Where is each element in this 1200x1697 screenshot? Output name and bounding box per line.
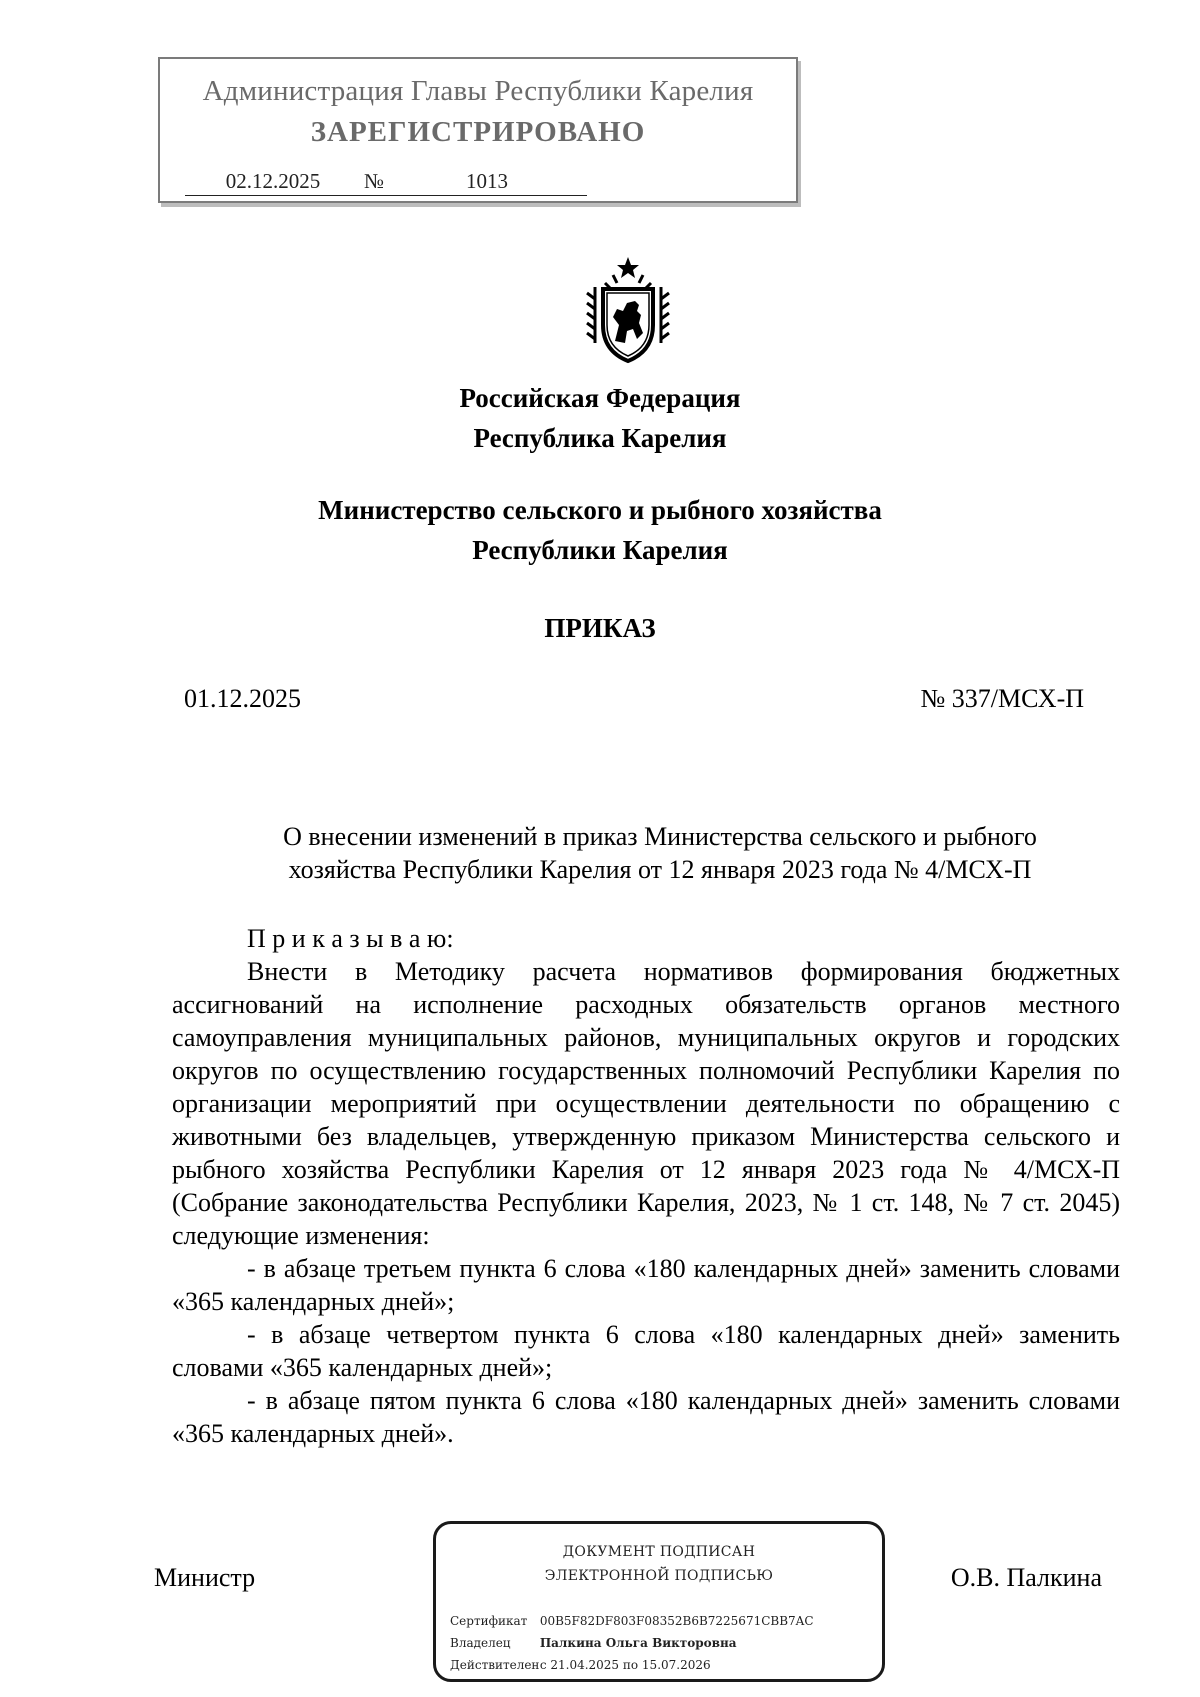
esig-title-line2: ЭЛЕКТРОННОЙ ПОДПИСЬЮ: [544, 1568, 774, 1584]
order-word: П р и к а з ы в а ю:: [247, 924, 454, 953]
document-type: ПРИКАЗ: [544, 613, 656, 643]
stamp-organization: Администрация Главы Республики Карелия: [202, 75, 754, 107]
header-ministry-line1: Министерство сельского и рыбного хозяйства: [318, 495, 882, 525]
esig-certificate-row: [450, 1614, 814, 1628]
stamp-number-label: №: [361, 169, 387, 196]
coat-of-arms-icon: [583, 255, 673, 365]
esig-certificate-label: Сертификат: [450, 1614, 528, 1628]
esig-valid-value: с 21.04.2025 по 15.07.2026: [539, 1658, 711, 1672]
change-item-2: - в абзаце четвертом пункта 6 слова «180 календарных дней» заменить словами «365 календарных дней»;: [172, 1320, 1120, 1382]
stamp-date: 02.12.2025: [185, 169, 361, 196]
main-paragraph: Внести в Методику расчета нормативов формирования бюджетных ассигнований на исполнение расходных обязательств органов местного самоуправления муниципальных районов, муниципальных округов и городских округов по осуществлению государственных полномочий Республики Карелия по организации мероприятий при осуществлении деятельности по обращению с животными без владельцев, утвержденную приказом Министерства сельского и рыбного хозяйства Республики Карелия от 12 января 2023 года № 4/МСХ-П (Собрание законодательства Республики Карелия, 2023, № 1 ст. 148, № 7 ст. 2045) следующие изменения:: [172, 957, 1120, 1250]
subject-line2: хозяйства Республики Карелия от 12 января 2023 года № 4/МСХ-П: [288, 855, 1032, 884]
stamp-status: ЗАРЕГИСТРИРОВАНО: [310, 116, 646, 148]
esig-owner-label: Владелец: [450, 1636, 511, 1650]
order-number: № 337/МСХ-П: [920, 684, 1084, 713]
esig-owner-value: Палкина Ольга Викторовна: [539, 1636, 737, 1650]
signatory-name: О.В. Палкина: [950, 1563, 1102, 1592]
header-ministry-line2: Республики Карелия: [472, 535, 728, 565]
esig-title-line1: ДОКУМЕНТ ПОДПИСАН: [562, 1544, 756, 1560]
header-country: Российская Федерация: [459, 383, 741, 413]
registration-stamp: [158, 57, 798, 203]
subject-line1: О внесении изменений в приказ Министерства сельского и рыбного: [283, 822, 1037, 851]
signatory-position: Министр: [154, 1563, 256, 1592]
change-item-3: - в абзаце пятом пункта 6 слова «180 календарных дней» заменить словами «365 календарных дней».: [172, 1386, 1120, 1448]
esig-valid-label: Действителен: [450, 1658, 540, 1672]
order-body: [172, 922, 1120, 1450]
esig-certificate-value: 00B5F82DF803F08352B6B7225671CBB7AC: [539, 1614, 814, 1628]
electronic-signature-stamp: [433, 1521, 885, 1682]
order-date: 01.12.2025: [184, 684, 301, 713]
stamp-registration-line: [185, 169, 587, 193]
esig-valid-row: [450, 1658, 711, 1672]
stamp-number: 1013: [387, 169, 587, 196]
header-region: Республика Карелия: [473, 423, 727, 453]
change-item-1: - в абзаце третьем пункта 6 слова «180 календарных дней» заменить словами «365 календарных дней»;: [172, 1254, 1120, 1316]
order-subject: [240, 820, 1080, 886]
esig-owner-row: [450, 1636, 737, 1650]
